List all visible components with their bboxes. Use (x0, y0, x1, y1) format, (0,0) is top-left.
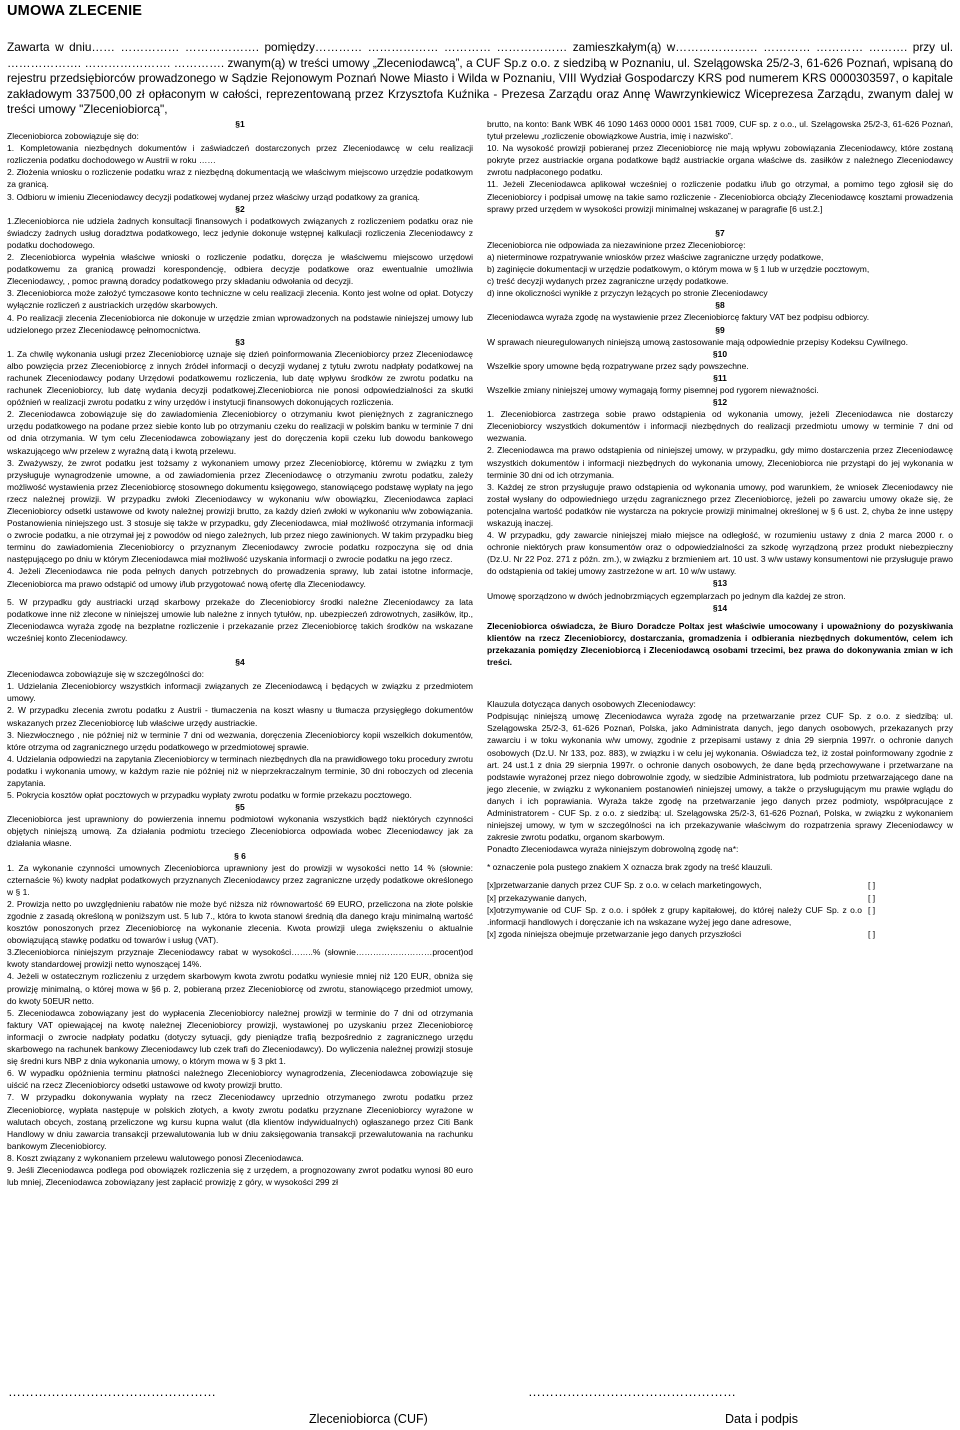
right-column (487, 118, 953, 940)
clause-paragraph: Zleceniodawca wyraża zgodę na wystawienie przez Zleceniobiorcę faktury VAT bez podpisu odbiorcy. (487, 312, 870, 323)
clause-paragraph: Umowę sporządzono w dwóch jednobrzmiących egzemplarzach po jednym dla każdej ze stron. (487, 590, 846, 601)
clause-paragraph: Zleceniobiorca jest uprawniony do powierzenia innemu podmiotowi wykonania wszystkich bądź niektórych czynności objętych niniejszą umową. Za działania podmiotu trzeciego Zleceniobiorca odpowiada wobec Zleceniodawcy jak za działania własne. (7, 814, 473, 849)
clause-paragraph: 8. Koszt związany z wykonaniem przelewu walutowego ponosi Zleceniodawca. (7, 1152, 304, 1163)
clause-paragraph: 2. W przypadku zlecenia zwrotu podatku z Austrii - tłumaczenia na koszt własny u tłumacza przysięgłego dokumentów wskazanych przez Zleceniobiorcę lub właściwe urzędy austriackie. (7, 705, 473, 728)
clause-paragraph: Wszelkie zmiany niniejszej umowy wymagają formy pisemnej pod rygorem nieważności. (487, 384, 819, 395)
clause-paragraph: 7. W przypadku dokonywania wypłaty na rzecz Zleceniodawcy uprzednio otrzymanego zwrotu podatku przez Zleceniobiorcę, wypłata następuje w polskich złotych, a kwoty zwrotu podatku przyznane Zleceniobiorcy wyrażone w walutach obcych, zostaną przeliczone wg kursu kupna walut (dla klientów indywidualnych) ogłaszanego przez Citi Bank Handlowy w dniu zawarcia transakcji przewalutowania lub w dniu zaksięgowania transakcji przewalutowania na rachunku bankowym Zleceniobiorcy. (7, 1092, 473, 1151)
clause-paragraph: 2. Zleceniobiorca wypełnia właściwe wnioski o rozliczenie podatku, doręcza je właściwemu miejscowo urzędowi podatkowemu za granicą prowadzi korespondencję, odbiera decyzje podatkowe oraz ewentualnie umożliwia Zleceniodawcy, , pomoc prawną doradcy podatkowego przy składaniu odwołania od decyzji. (7, 252, 473, 287)
contract-intro: Zawarta w dniu…… …………… ………………. pomiędzy………… ……………… ………… ……………… zamieszkałym(ą) w………………… ………… ………… ………. przy ul. ………………. …………………. …………. zwanym(ą) w treści umowy „Zleceniodawcą”, a CUF Sp.z o.o. z siedzibą w Poznaniu, ul. Szelągowska 25/2-3, 61-626 Poznań, wpisaną do rejestru przedsiębiorców prowadzonego w Sądzie Rejonowym Poznań Nowe Miasto i Wilda w Poznaniu, VIII Wydział Gospodarczy KRS pod numerem KRS 0000303597, o kapitale zakładowym 337500,00 zł opłaconym w całości, reprezentowaną przez Krzysztofa Kuźnika - Prezesa Zarządu oraz Annę Wawrzynkiewicz Wiceprezesa Zarządu, zwanym dalej w treści umowy "Zleceniobiorcą", (7, 40, 953, 117)
clause-paragraph: 2. Prowizja netto po uwzględnieniu rabatów nie może być niższa niż równowartość 69 EURO, przeliczona na złote polskie zgodnie z zasadą określoną w poniższym ust. 5 lub 7., która to kwota stanowi średnią dla danego kraju minimalną wartość kosztów ponoszonych przez Zleceniobiorcę na wykonanie zlecenia. Kwota prowizji ulega zwiększeniu o aktualnie obowiązującą stawkę podatku od towarów i usług (VAT). (7, 898, 473, 946)
clause-paragraph: 5. Pokrycia kosztów opłat pocztowych w przypadku wypłaty zwrotu podatku w formie przekazu pocztowego. (7, 790, 412, 801)
clause-paragraph: 3.Zleceniobiorca niniejszym przyznaje Zleceniodawcy rabat w wysokości……..% (słownie………………………procent)od kwoty standardowej prowizji netto wynoszącej 14%. (7, 947, 473, 970)
clause-paragraph: Wszelkie spory umowne będą rozpatrywane przez sądy powszechne. (487, 360, 749, 371)
clause-paragraph: Ponadto Zleceniodawca wyraża niniejszym dobrowolną zgodę na*: (487, 844, 739, 855)
clause-paragraph: 3. Zleceniobiorca może założyć tymczasowe konto techniczne w celu realizacji zlecenia. Konto jest wolne od opłat. Dotyczy wyłącznie rozliczeń z austriackich urzędów skarbowych. (7, 288, 473, 311)
clause-paragraph: b) zaginięcie dokumentacji w urzędzie podatkowym, o którym mowa w § 1 lub w urzędzie pocztowym, (487, 264, 870, 275)
clause-paragraph: Zleceniobiorca zobowiązuje się do: (7, 131, 139, 142)
clause-paragraph: 11. Jeżeli Zleceniodawca aplikował wcześniej o rozliczenie podatku i/lub go otrzymał, a pomimo tego zgłosił się do Zleceniobiorcy i podpisał umowę na takie samo rozliczenie - Zleceniobiorca obciąży Zleceniodawcę kosztami prowadzenia sprawy przed urzędem w wysokości prowizji minimalnej wskazanej w paragrafie [6 ust.2.] (487, 179, 953, 214)
clause-paragraph: 4. W przypadku, gdy zawarcie niniejszej miało miejsce na odległość, w rozumieniu ustawy z dnia 2 marca 2000 r. o ochronie niektórych praw konsumentów oraz o odpowiedzialności za szkodę wyrządzoną przez produkt niebezpieczny (Dz.U. Nr 22 Poz. 271 z późn. zm.), w związku z brzmieniem art. 10 ust. 3 w/w ustawy konsumentowi nie przysługuje prawo do odstąpienia od takiej umowy zastrzeżone w art. 10 w/w ustawy. (487, 530, 953, 577)
section-heading: §10 (712, 348, 728, 359)
clause-paragraph: 1.Zleceniobiorca nie udziela żadnych konsultacji finansowych i podatkowych związanych z rozliczeniem podatku oraz nie świadczy żadnych usług doradztwa podatkowego, lecz jedynie dokonuje wstępnej kalkulacji rozliczenia Zleceniodawcy z podatku dochodowego. (7, 215, 473, 250)
section-heading: §1 (235, 119, 245, 129)
left-column (7, 118, 473, 1188)
clause-paragraph: 3. Odbioru w imieniu Zleceniodawcy decyzji podatkowej wydanej przez właściwy urząd podatkowy za granicą. (7, 191, 420, 202)
section-heading: §9 (715, 324, 725, 335)
consent-checkbox[interactable]: [ ] (868, 928, 876, 939)
clause-paragraph: 2. Złożenia wniosku o rozliczenie podatku wraz z niezbędną dokumentacją we właściwym miejscowo urzędzie podatkowym za granicą. (7, 167, 473, 190)
clause-paragraph: 2. Zleceniodawca zobowiązuje się do zawiadomienia Zleceniobiorcy o otrzymaniu kwot pieniężnych z zagranicznego urzędu podatkowego na podane przez siebie konto lub po otrzymaniu czeku do realizacji w polskim banku w terminie 7 dni od dnia otrzymania. W tym celu Zleceniodawca zobowiązany jest do doręczenia kopii czeku lub dowodu bankowego wskazującego w/w przelew z wyraźną datą i kwotą przelewu. (7, 409, 473, 456)
clause-paragraph: 4. Jeżeli w ostatecznym rozliczeniu z urzędem skarbowym kwota zwrotu podatku wyniesie mniej niż 120 EUR, obniża się prowizję minimalną, o której mowa w §6 p. 2, pobieraną przez Zleceniobiorcę od zwrotu, stanowiącego przedmiot umowy, do kwoty 50EUR netto. (7, 971, 473, 1006)
clause-paragraph: W sprawach nieuregulowanych niniejszą umową zastosowanie mają odpowiednie przepisy Kodeksu Cywilnego. (487, 336, 908, 347)
consent-checkbox[interactable]: [ ] (868, 904, 876, 915)
section-heading: §7 (715, 227, 725, 238)
clause-paragraph: 1. Za chwilę wykonania usługi przez Zleceniobiorcę uznaje się dzień poinformowania Zleceniobiorcy przez Zleceniodawcę albo powzięcia przez Zleceniobiorcę z innych źródeł informacji o decyzji wydanej z tytułu zwrotu nadpłaty podatkowej na rachunek Zleceniodawcy podany Urzędowi podatkowemu rozliczenia, lub datę wpływu środków ze zwrotu podatku na rachunek Zleceniobiorcy, lub datę wydania decyzji podatkowej.Zleceniobiorca nie ponosi odpowiedzialności za skutki opóźnień w realizacji zwrotu podatku z winy urzędów i instytucji finansowych dokonujących rozliczenia. (7, 348, 473, 408)
section-heading: §2 (235, 203, 245, 214)
clause-paragraph: 6. W wypadku opóźnienia terminu płatności należnego Zleceniobiorcy wynagrodzenia, Zleceniodawca zobowiązuje się uiścić na rzecz Zleceniobiorcy odsetki ustawowe od kwoty prowizji brutto. (7, 1068, 473, 1091)
section-heading: §11 (713, 372, 727, 383)
clause-paragraph: 4. Udzielania odpowiedzi na zapytania Zleceniobiorcy w terminach niezbędnych dla na prawidłowego toku procedury zwrotu podatku i wykonania umowy, w każdym razie nie później niż w nieprzekraczalnym terminie, 30 dni roboczych od zlecenia zapytania. (7, 753, 473, 788)
section-heading: §4 (235, 657, 245, 668)
signature-line-left: ………………………………………… (8, 1384, 216, 1399)
clause-paragraph: 3. Niezwłocznego , nie później niż w terminie 7 dni od wezwania, doręczenia Zleceniobiorcy kopii wszelkich dokumentów, które otrzyma od zagranicznego urzędu podatkowego w przedmiotowej sprawie. (7, 729, 473, 752)
section-heading: §13 (712, 578, 728, 589)
section-heading: §8 (715, 300, 725, 311)
clause-paragraph: Zleceniobiorca nie odpowiada za niezawinione przez Zleceniobiorcę: (487, 239, 746, 250)
clause-paragraph: brutto, na konto: Bank WBK 46 1090 1463 0000 0001 1581 7009, CUF sp. z o.o., ul. Szelągowska 25/2-3, 61-626 Poznań, tytuł przelewu „rozliczenie obowiązkowe Austria, imię i nazwisko”. (487, 119, 953, 142)
section-heading: §12 (712, 397, 728, 408)
clause-paragraph: 1. Za wykonanie czynności umownych Zleceniobiorca uprawniony jest do prowizji w wysokości netto 14 % (słownie: czternaście %) kwoty nadpłat podatkowych przyznanych Zleceniodawcy przez zagraniczne urzędy podatkowe określonego w § 1. (7, 862, 473, 897)
clause-paragraph: 2. Zleceniodawca ma prawo odstąpienia od niniejszej umowy, w przypadku, gdy mimo dostarczenia przez Zleceniodawcę wszystkich dokumentów i informacji niezbędnych do wykonania umowy, Zleceniobiorca nie przystąpi do jej wykonania w terminie 30 dni od ich otrzymania. (487, 445, 953, 480)
consent-text: [x] zgoda niniejsza obejmuje przetwarzanie jego danych przyszłości (487, 928, 742, 939)
consent-row (487, 904, 953, 928)
bold-clause: Zleceniobiorca oświadcza, że Biuro Doradcze Poltax jest właściwie umocowany i upoważniony do pozyskiwania klientów na rzecz Zleceniobiorcy, dostarczania, gromadzenia i odbierania niezbędnych dokumentów, celem ich przekazania pomiędzy Zleceniobiorcą i Zleceniodawcą osobami trzecimi, bez prawa do dokonywania zmian w ich treści. (487, 620, 953, 668)
clause-paragraph: 4. Jeżeli Zleceniodawca nie poda pełnych danych potrzebnych do prowadzenia sprawy, lub zatai istotne informacje, Zleceniobiorca ma prawo odstąpić od umowy i/lub przygotować nową ofertę dla Zleceniodawcy. (7, 566, 473, 589)
document-title: UMOWA ZLECENIE (7, 3, 143, 19)
clause-paragraph: 5. Zleceniodawca zobowiązany jest do wypłacenia Zleceniobiorcy należnej prowizji w terminie do 7 dni od otrzymania faktury VAT opiewającej na kwotę należnej Zleceniobiorcy prowizji, wystawionej po uzyskaniu przez Zleceniobiorcę informacji o zwrocie nadpłaty podatku (dotyczy sytuacji, gdy pieniądze trafią bezpośrednio z zagranicznego urzędu skarbowego na rachunek bankowy Zleceniodawcy lub czek trafi do Zleceniodawcy). Do wyliczenia należnej prowizji stosuje się średni kurs NBP z dnia wykonania umowy, o którym mowa w § 3 pkt 1. (7, 1007, 473, 1067)
clause-paragraph: 10. Na wysokość prowizji pobieranej przez Zleceniobiorcę nie mają wpływu zobowiązania Zleceniodawcy, które zostaną pokryte przez austriackie organa podatkowe bądź austriackie organa właściwe ds. zasiłków z należnego Zleceniodawcy zwrotu nadpłaconego podatku. (487, 143, 953, 178)
consent-text: [x] przekazywanie danych, (487, 892, 587, 903)
clause-paragraph: 9. Jeśli Zleceniodawca podlega pod obowiązek rozliczenia się z urzędem, a prognozowany zwrot podatku wynosi 80 euro lub mniej, Zleceniodawca zobowiązany jest zapłacić prowizję z góry, w wysokości 299 zł (7, 1164, 473, 1188)
section-heading: §14 (712, 602, 728, 613)
signature-line-right: ………………………………………… (528, 1384, 736, 1399)
consent-text: [x]przetwarzanie danych przez CUF Sp. z o.o. w celach marketingowych, (487, 880, 762, 891)
consent-checkbox[interactable]: [ ] (868, 892, 876, 903)
clause-paragraph: d) inne okoliczności wynikłe z przyczyn leżących po stronie Zleceniodawcy (487, 288, 768, 299)
clause-paragraph: 4. Po realizacji zlecenia Zleceniobiorca nie dokonuje w urzędzie zmian wprowadzonych na podstawie niniejszej umowy lub udzielonego przez Zleceniodawcę pełnomocnictwa. (7, 312, 473, 335)
section-heading: §3 (235, 336, 245, 347)
consent-row (487, 928, 953, 940)
clause-paragraph: Zleceniodawca zobowiązuje się w szczególności do: (7, 669, 205, 680)
consent-row (487, 879, 953, 891)
clause-paragraph: 3. Zważywszy, że zwrot podatku jest tożsamy z wykonaniem umowy przez Zleceniobiorcę, któremu w związku z tym przysługuje wynagrodzenie umowne, a od zawiadomienia przez Zleceniodawcę o otrzymaniu zwrotu podatku, zależy możliwość wystawienia przez Zleceniobiorcę stosownego dokumentu księgowego, stanowiącego podstawę wypłaty na jego rzecz należnej prowizji. W przypadku zwłoki Zleceniodawcy w wykonaniu w/w obowiązku, Zleceniodawca zapłaci Zleceniobiorcy odsetki ustawowe od kwoty należnej prowizji brutto, za każdy dzień zwłoki w wykonaniu w/w zobowiązania. Postanowienia niniejszego ust. 3 stosuje się także w przypadku, gdy Zleceniodawca, miał możliwość otrzymania informacji o zwrocie podatku, a nie otrzymał jej z powodów od niego zależnych, lub przez niego zawinionych. W takim przypadku bieg terminu do zawiadomienia Zleceniobiorcy o przyznanym Zleceniodawcy zwrocie podatku rozpoczyna się od dnia następującego po dniu w którym Zleceniodawca miał możliwość uzyskania informacji o zwrocie podatku na jego rzecz. (7, 457, 473, 565)
section-heading: §5 (235, 802, 245, 813)
clause-paragraph: 3. Każdej ze stron przysługuje prawo odstąpienia od wykonania umowy, pod warunkiem, że wniosek Zleceniodawcy nie został wysłany do odpowiedniego urzędu zagranicznego przez Zleceniobiorcę, jeżeli po zawarciu umowy okaże się, że potencjalna wartość podatków nie wystarcza na pokrycie prowizji minimalnej określonej w § 6 ust. 2, chyba że inne ustępy wskazują inaczej. (487, 481, 953, 528)
clause-paragraph: 1. Kompletowania niezbędnych dokumentów i zaświadczeń dostarczonych przez Zleceniodawcę w celu realizacji rozliczenia podatku dochodowego w Austrii w roku …… (7, 143, 473, 166)
consent-checkbox[interactable]: [ ] (868, 880, 876, 891)
consent-text: [x]otrzymywanie od CUF Sp. z o.o. i spółek z grupy kapitałowej, do której należy CUF Sp. z o.o .informacji handlowych i doręczanie ich na wskazane wyżej jego dane adresowe, (487, 904, 862, 927)
clause-paragraph: 1. Udzielania Zleceniobiorcy wszystkich informacji związanych ze Zleceniodawcą i będących w związku z przedmiotem umowy. (7, 681, 473, 704)
section-heading: § 6 (234, 850, 246, 861)
clause-paragraph: Klauzula dotycząca danych osobowych Zleceniodawcy: (487, 699, 696, 710)
clause-paragraph: 1. Zleceniobiorca zastrzega sobie prawo odstąpienia od wykonania umowy, jeżeli Zleceniodawca nie dostarczy Zleceniobiorcy wszystkich dokumentów i informacji niezbędnych do realizacji przedmiotu umowy w terminie 7 dni od wezwania. (487, 409, 953, 444)
signature-label-contractor: Zleceniobiorca (CUF) (309, 1412, 428, 1426)
clause-paragraph: Podpisując niniejszą umowę Zleceniodawca wyraża zgodę na przetwarzanie przez CUF Sp. z o.o. z siedzibą: ul. Szelągowska 25/2-3, 61-626 Poznań, Polska, jako Administrata danych, jego danych osobowych, przekazanych przy zawarciu i w toku wykonania w/w umowy, zgodnie z przepisami ustawy z dnia 29 sierpnia 1997r. o ochronie danych osobowych (Dz.U. Nr 133, poz. 883), w związku i w celu jej wykonania. Oświadcza też, iż został poinformowany zgodnie z art. 24 ust.1 z dnia 29 sierpnia 1997r. o ochronie danych osobowych, że dane będą przechowywane i przetwarzane na podstawie wyrażonej przez niego dobrowolnie zgody, w siedzibie Administratora, lub podmiotu przetwarzającego dane na jego zlecenie, w związku z wykonaniem postanowień niniejszej umowy, a także o przysługującym mu prawie wglądu do danych i ich poprawiania. Wyraża także zgodę na przetwarzanie jego danych przez podmioty, współpracujące z Administratorem - CUF Sp. z o.o. z siedzibą: ul. Szelągowska 25/2-3, 61-626 Poznań, Polska, w związku z wykonaniem niniejszej umowy, w tym w szczególności na ich przekazywanie właściwym do rozpatrzenia sprawy Zleceniodawcy w zakresie zwrotu podatku, organom skarbowym. (487, 711, 953, 843)
clause-paragraph: a) nieterminowe rozpatrywanie wniosków przez właściwe zagraniczne urzędy podatkowe, (487, 251, 824, 262)
clause-paragraph: 5. W przypadku gdy austriacki urząd skarbowy przekaże do Zleceniobiorcy środki należne Zleceniodawcy za lata podatkowe inne niż zlecone w niniejszej umowie lub należne z innych tytułów, np. ubezpieczeń zdrowotnych, zasiłków, itp., Zleceniodawca wyraża zgodę na bezpłatne rozliczenie i przekazanie przez Zleceniobiorcę takich środków na wskazane wcześniej konto Zleceniodawcy. (7, 596, 473, 643)
clause-paragraph: * oznaczenie pola pustego znakiem X oznacza brak zgody na treść klauzuli. (487, 862, 773, 873)
clause-paragraph: c) treść decyzji wydanych przez zagraniczne urzędy podatkowe. (487, 276, 729, 287)
consent-row (487, 892, 953, 904)
signature-label-client: Data i podpis (725, 1412, 798, 1426)
